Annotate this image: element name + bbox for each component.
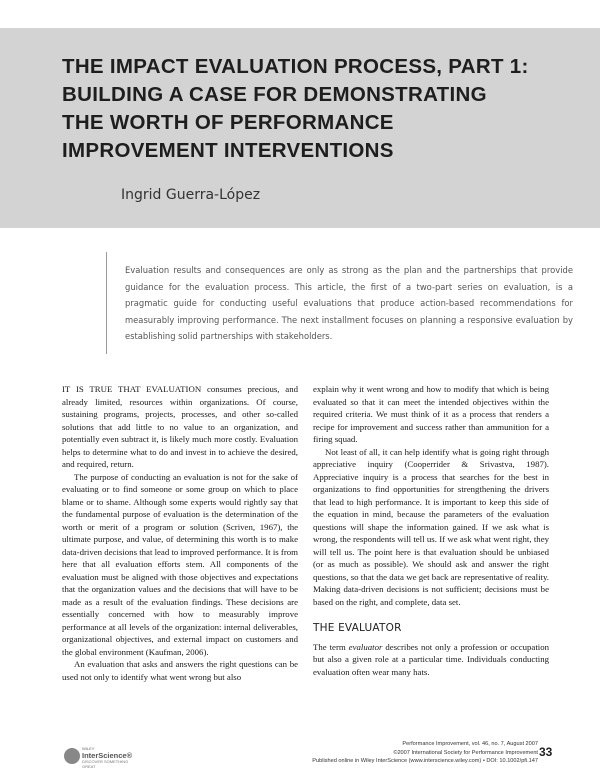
logo-main-text: InterScience® bbox=[82, 751, 133, 760]
globe-icon bbox=[64, 748, 80, 764]
right-paragraph-3-start: The term bbox=[313, 641, 349, 652]
right-paragraph-1: explain why it went wrong and how to modify that which is being evaluated so that it can meet the intended objectives within the required criteria. We must think of it as a process that renders a recipe for improvement and success rather than ammunition for a firing squad. bbox=[313, 384, 549, 444]
title-line-2: BUILDING A CASE FOR DEMONSTRATING bbox=[62, 83, 487, 106]
right-paragraph-2: Not least of all, it can help identify what is going right through appreciative inquiry (Cooperrider & Srivastva, 1987). Appreciative inquiry is a process that searches for the best in organizations to find opportunities for strengthening the drivers that lead to high performance. It is important to keep this side of the equation in mind, because the parameters of the evaluation questions will shape the information gained. If we ask what is wrong, the respondents will tell us. If we ask what went right, they will tell us. The point here is that evaluation should be unbiased (or as much as possible). We should ask and answer the right questions, so that the data we get back are representative of reality. Making data-driven decisions is not sufficient; decisions must be based on the right, and complete, data set. bbox=[313, 446, 549, 607]
footer-doi-line: Published online in Wiley InterScience (www.interscience.wiley.com) • DOI: 10.1002/pfi.147 bbox=[312, 758, 538, 764]
page-number: 33 bbox=[539, 745, 553, 759]
left-paragraph-3: An evaluation that asks and answers the right questions can be used not only to identify what went wrong but also bbox=[62, 659, 298, 682]
footer-journal-line: Performance Improvement, vol. 46, no. 7, August 2007 bbox=[402, 741, 538, 747]
author-name: Ingrid Guerra-López bbox=[121, 187, 261, 203]
logo-sub-text: DISCOVER SOMETHING GREAT bbox=[82, 759, 129, 769]
right-paragraph-3 bbox=[313, 641, 549, 679]
footer-copyright-line: ©2007 International Society for Performance Improvement bbox=[393, 749, 538, 756]
left-paragraph-1-text: consumes precious, and already limited, resources within organizations. Of course, sustaining programs, projects, processes, and other so-called solutions that add little to no value to an organization, and potentially even subtract it, is likely much more costly. Evaluation helps to determine what to do and invest in to achieve the desired, and required, return. bbox=[62, 384, 298, 469]
title-line-3: THE WORTH OF PERFORMANCE bbox=[62, 111, 394, 134]
title-line-4: IMPROVEMENT INTERVENTIONS bbox=[62, 139, 394, 162]
lead-in-caps: IT IS TRUE THAT EVALUATION bbox=[62, 384, 202, 394]
article-title bbox=[62, 53, 582, 165]
section-heading-evaluator: THE EVALUATOR bbox=[313, 622, 402, 634]
left-paragraph-2: The purpose of conducting an evaluation is not for the sake of evaluating or to find someone or some group on which to place blame or to shame. Although some experts would rightly say that the fundamental purpose of evaluation is the determination of the worth or merit of a program or solution (Scriven, 1967), the ultimate purpose, and value, of determining this worth is to make data-driven decisions that lead to improved performance. It is from here that all evaluation efforts stem. All components of the evaluation must be aligned with those objectives and expectations that the organization values and the decisions that will have to be made as a result of the evaluation findings. These decisions are essentially concerned with how to measurably improve performance at all levels of the organization: internal deliverables, organizational objectives, and external impact on customers and the global environment (Kaufman, 2006). bbox=[62, 471, 298, 657]
abstract-block bbox=[106, 252, 597, 354]
left-paragraph-1 bbox=[62, 383, 298, 471]
citation-footer bbox=[312, 740, 538, 766]
publisher-logo bbox=[64, 744, 134, 768]
title-line-1: THE IMPACT EVALUATION PROCESS, PART 1: bbox=[62, 55, 529, 78]
right-column bbox=[313, 383, 549, 678]
left-column bbox=[62, 383, 298, 683]
logo-top-text: WILEY bbox=[82, 746, 95, 751]
abstract-text: Evaluation results and consequences are only as strong as the plan and the partnerships that provide guidance for the evaluation process. This article, the first of a two-part series on evaluation, is a pragmatic guide for conducting useful evaluations that produce action-based recommendations for measurably improving performance. The next installment focuses on planning a responsive evaluation by establishing solid partnerships with stakeholders. bbox=[125, 265, 573, 342]
right-paragraph-3-rest: describes not only a profession or occupation but also a given role at a particular time. Individuals conducting evaluation often wear many hats. bbox=[313, 641, 549, 677]
term-evaluator: evaluator bbox=[348, 641, 383, 652]
